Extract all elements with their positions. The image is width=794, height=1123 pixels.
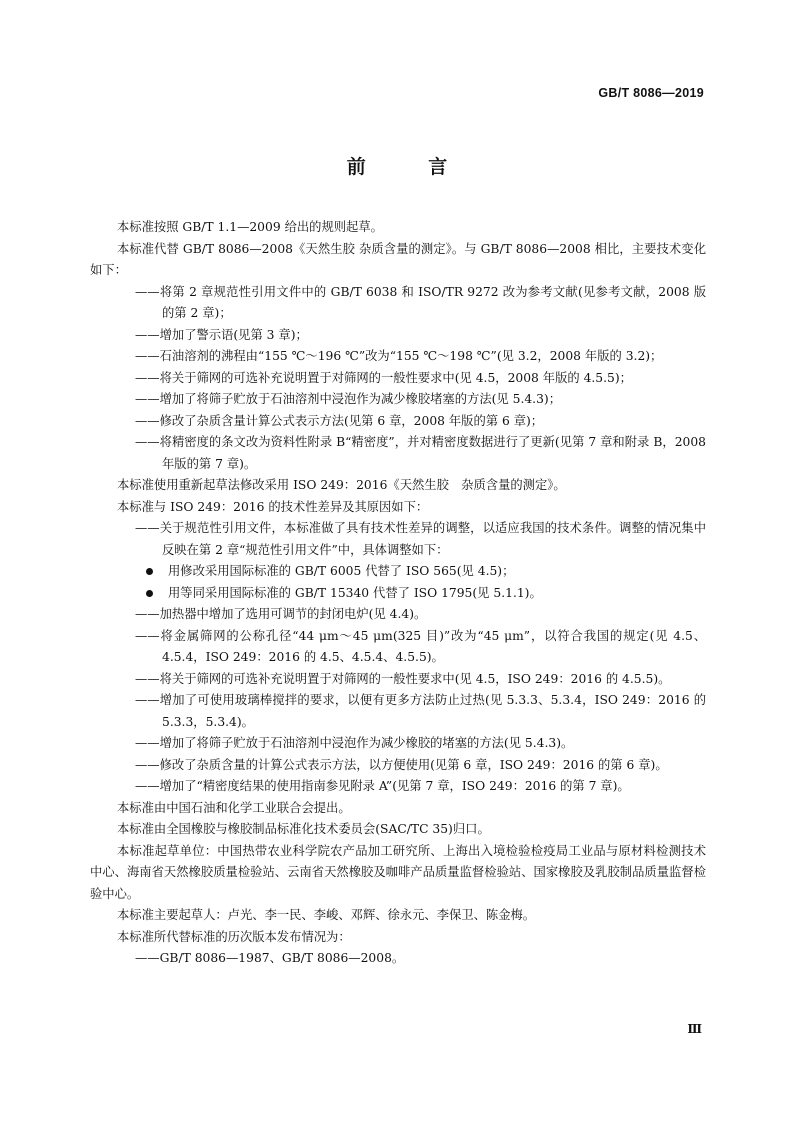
bullet-dot-icon (146, 590, 153, 597)
paragraph-proposer: 本标准由中国石油和化学工业联合会提出。 (117, 800, 351, 815)
paragraph-drafting-units: 本标准起草单位：中国热带农业科学院农产品加工研究所、上海出入境检验检疫局工业品与原材料检测技术中心、海南省天然橡胶质量检验站、云南省天然橡胶及咖啡产品质量监督检验站、国家橡胶及乳胶制品质量监督检验中心。 (90, 843, 706, 901)
bullet-item (90, 583, 706, 605)
paragraph-replacement: 本标准代替 GB/T 8086—2008《天然生胶 杂质含量的测定》。与 GB/T 8086—2008 相比，主要技术变化如下： (90, 241, 706, 277)
difference-item: ——关于规范性引用文件，本标准做了具有技术性差异的调整，以适应我国的技术条件。调整的情况集中反映在第 2 章“规范性引用文件”中，具体调整如下： (135, 521, 706, 557)
page-number: Ⅲ (687, 1022, 702, 1036)
difference-item: ——加热器中增加了选用可调节的封闭电炉(见 4.4)。 (135, 607, 427, 621)
document-body (90, 217, 706, 970)
bullet-item (90, 561, 706, 583)
bullet-dot-icon (146, 568, 153, 575)
history-item: ——GB/T 8086—1987、GB/T 8086—2008。 (135, 951, 405, 965)
difference-item: ——修改了杂质含量的计算公式表示方法，以方便使用(见第 6 章，ISO 249：2016 的第 6 章)。 (135, 757, 668, 772)
difference-item: ——增加了可使用玻璃棒搅拌的要求，以便有更多方法防止过热(见 5.3.3、5.3.4，ISO 249：2016 的 5.3.3，5.3.4)。 (135, 693, 706, 729)
change-item: ——将关于筛网的可选补充说明置于对筛网的一般性要求中(见 4.5，2008 年版的 4.5.5)； (135, 370, 632, 385)
paragraph-drafting-rules: 本标准按照 GB/T 1.1—2009 给出的规则起草。 (117, 220, 383, 234)
paragraph-differences: 本标准与 ISO 249：2016 的技术性差异及其原因如下： (117, 499, 429, 514)
change-item: ——石油溶剂的沸程由“155 ℃～196 ℃”改为“155 ℃～198 ℃”(见 3.2，2008 年版的 3.2)； (135, 349, 663, 363)
difference-item: ——将金属筛网的公称孔径“44 μm～45 μm(325 目)”改为“45 μm”，以符合我国的规定(见 4.5、4.5.4，ISO 249：2016 的 4.5、4.5.4、4.5.5)。 (135, 628, 706, 664)
paragraph-drafters: 本标准主要起草人：卢光、李一民、李峻、邓辉、徐永元、李保卫、陈金梅。 (117, 908, 536, 922)
paragraph-history: 本标准所代替标准的历次版本发布情况为： (117, 929, 351, 944)
standard-code: GB/T 8086—2019 (598, 86, 704, 100)
change-item: ——增加了将筛子贮放于石油溶剂中浸泡作为减少橡胶堵塞的方法(见 5.4.3)； (135, 392, 561, 406)
paragraph-adoption: 本标准使用重新起草法修改采用 ISO 249：2016《天然生胶 杂质含量的测定》。 (117, 478, 566, 492)
difference-item: ——将关于筛网的可选补充说明置于对筛网的一般性要求中(见 4.5，ISO 249：2016 的 4.5.5)。 (135, 671, 671, 686)
paragraph-committee: 本标准由全国橡胶与橡胶制品标准化技术委员会(SAC/TC 35)归口。 (117, 822, 490, 836)
bullet-text: 用修改采用国际标准的 GB/T 6005 代替了 ISO 565(见 4.5)； (168, 564, 515, 578)
bullet-text: 用等同采用国际标准的 GB/T 15340 代替了 ISO 1795(见 5.1.1)。 (168, 585, 542, 600)
change-item: ——增加了警示语(见第 3 章)； (135, 327, 308, 342)
change-item: ——修改了杂质含量计算公式表示方法(见第 6 章，2008 年版的第 6 章)； (135, 413, 544, 428)
change-item: ——将第 2 章规范性引用文件中的 GB/T 6038 和 ISO/TR 9272 改为参考文献(见参考文献，2008 版的第 2 章)； (135, 284, 706, 320)
change-item: ——将精密度的条文改为资料性附录 B“精密度”，并对精密度数据进行了更新(见第 7 章和附录 B，2008 年版的第 7 章)。 (135, 435, 706, 471)
difference-item: ——增加了将筛子贮放于石油溶剂中浸泡作为减少橡胶的堵塞的方法(见 5.4.3)。 (135, 736, 574, 750)
difference-item: ——增加了“精密度结果的使用指南参见附录 A”(见第 7 章，ISO 249：2016 的第 7 章)。 (135, 779, 630, 793)
page-title: 前 言 (346, 156, 476, 178)
